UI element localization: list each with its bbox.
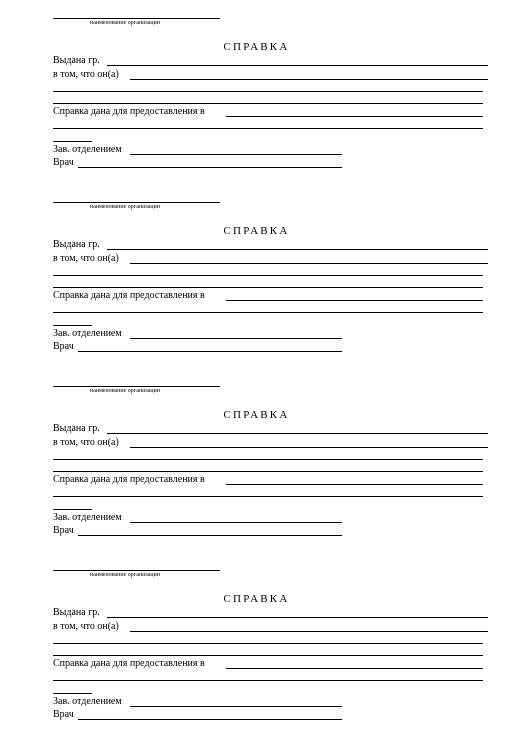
- doctor-label: Врач: [53, 709, 74, 720]
- blank-line[interactable]: [53, 680, 483, 681]
- blank-line[interactable]: [53, 655, 483, 656]
- doctor-line[interactable]: [78, 535, 342, 536]
- issued-line[interactable]: [107, 249, 488, 250]
- that-label: в том, что он(а): [53, 621, 119, 632]
- form-title: СПРАВКА: [223, 41, 290, 53]
- form-title: СПРАВКА: [223, 225, 290, 237]
- certificate-form: [0, 194, 513, 378]
- blank-line[interactable]: [53, 643, 483, 644]
- org-name-line[interactable]: [53, 18, 220, 19]
- org-caption: наименование организации: [90, 20, 160, 26]
- head-label: Зав. отделением: [53, 144, 122, 155]
- issued-label: Выдана гр.: [53, 239, 100, 250]
- doctor-line[interactable]: [78, 167, 342, 168]
- head-label: Зав. отделением: [53, 328, 122, 339]
- blank-line[interactable]: [53, 496, 483, 497]
- form-title: СПРАВКА: [223, 409, 290, 421]
- that-line[interactable]: [130, 79, 488, 80]
- head-label: Зав. отделением: [53, 512, 122, 523]
- blank-line[interactable]: [53, 128, 483, 129]
- that-label: в том, что он(а): [53, 437, 119, 448]
- certificate-form: [0, 10, 513, 194]
- issued-line[interactable]: [107, 617, 488, 618]
- short-line[interactable]: [53, 509, 92, 510]
- issued-line[interactable]: [107, 433, 488, 434]
- short-line[interactable]: [53, 141, 92, 142]
- org-name-line[interactable]: [53, 570, 220, 571]
- org-caption: наименование организации: [90, 388, 160, 394]
- provided-line[interactable]: [226, 116, 483, 117]
- doctor-line[interactable]: [78, 719, 342, 720]
- that-label: в том, что он(а): [53, 253, 119, 264]
- issued-label: Выдана гр.: [53, 607, 100, 618]
- org-name-line[interactable]: [53, 202, 220, 203]
- provided-line[interactable]: [226, 300, 483, 301]
- that-label: в том, что он(а): [53, 69, 119, 80]
- issued-line[interactable]: [107, 65, 488, 66]
- head-line[interactable]: [130, 338, 342, 339]
- doctor-label: Врач: [53, 157, 74, 168]
- provided-label: Справка дана для предоставления в: [53, 658, 205, 669]
- blank-line[interactable]: [53, 287, 483, 288]
- short-line[interactable]: [53, 693, 92, 694]
- org-name-line[interactable]: [53, 386, 220, 387]
- provided-line[interactable]: [226, 484, 483, 485]
- short-line[interactable]: [53, 325, 92, 326]
- that-line[interactable]: [130, 631, 488, 632]
- doctor-label: Врач: [53, 341, 74, 352]
- head-line[interactable]: [130, 154, 342, 155]
- form-title: СПРАВКА: [223, 593, 290, 605]
- issued-label: Выдана гр.: [53, 423, 100, 434]
- provided-label: Справка дана для предоставления в: [53, 106, 205, 117]
- provided-label: Справка дана для предоставления в: [53, 474, 205, 485]
- blank-line[interactable]: [53, 91, 483, 92]
- head-line[interactable]: [130, 706, 342, 707]
- doctor-label: Врач: [53, 525, 74, 536]
- blank-line[interactable]: [53, 459, 483, 460]
- doctor-line[interactable]: [78, 351, 342, 352]
- provided-label: Справка дана для предоставления в: [53, 290, 205, 301]
- provided-line[interactable]: [226, 668, 483, 669]
- blank-line[interactable]: [53, 103, 483, 104]
- org-caption: наименование организации: [90, 572, 160, 578]
- org-caption: наименование организации: [90, 204, 160, 210]
- certificate-form: [0, 378, 513, 562]
- blank-line[interactable]: [53, 275, 483, 276]
- blank-line[interactable]: [53, 312, 483, 313]
- that-line[interactable]: [130, 447, 488, 448]
- issued-label: Выдана гр.: [53, 55, 100, 66]
- certificate-form: [0, 562, 513, 746]
- blank-line[interactable]: [53, 471, 483, 472]
- head-line[interactable]: [130, 522, 342, 523]
- that-line[interactable]: [130, 263, 488, 264]
- head-label: Зав. отделением: [53, 696, 122, 707]
